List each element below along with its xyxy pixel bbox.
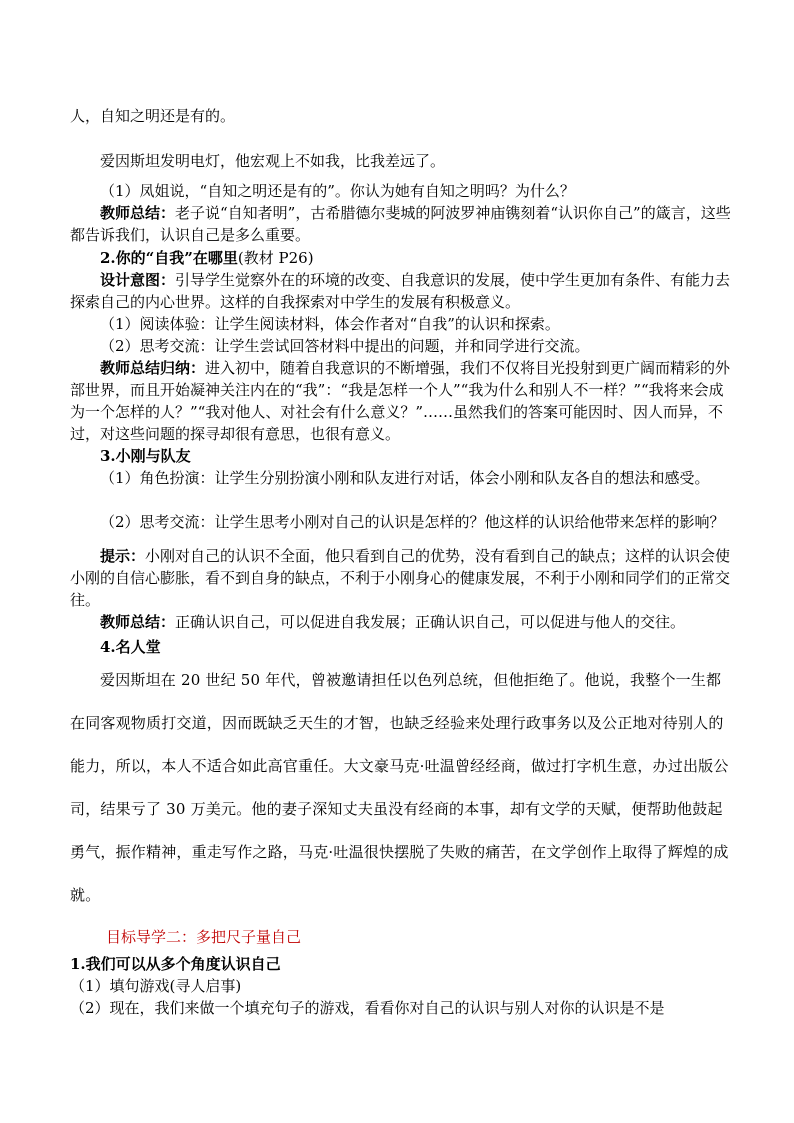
section-3-item-2: （2）思考交流：让学生思考小刚对自己的认识是怎样的？他这样的认识给他带来怎样的影响？ xyxy=(100,513,725,531)
design-intent xyxy=(70,269,736,313)
section-3-title: 3.小刚与队友 xyxy=(100,447,191,465)
section-3-item-1: （1）角色扮演：让学生分别扮演小刚和队友进行对话，体会小刚和队友各自的想法和感受。 xyxy=(100,469,710,487)
section-2-title: 2.你的“自我”在哪里 xyxy=(100,249,238,267)
paragraph-einstein-quote: 爱因斯坦发明电灯，他宏观上不如我，比我差远了。 xyxy=(100,152,446,170)
teacher-summary-3 xyxy=(70,611,736,633)
summary-label: 教师总结归纳： xyxy=(100,359,206,377)
summary-text: 老子说“自知者明”，古希腊德尔斐城的阿波罗神庙镌刻着“认识你自己”的箴言，这些都告诉我们，认识自己是多么重要。 xyxy=(70,204,731,244)
section-3-heading xyxy=(70,445,736,467)
summary-label: 教师总结： xyxy=(100,613,176,631)
hint xyxy=(70,545,736,611)
summary-label: 教师总结： xyxy=(100,204,176,222)
goal-2-item-2: （2）现在，我们来做一个填充句子的游戏，看看你对自己的认识与别人对你的认识是不是 xyxy=(70,999,665,1017)
goal-2-subtitle: 1.我们可以从多个角度认识自己 xyxy=(70,955,281,973)
hint-label: 提示： xyxy=(100,547,146,565)
goal-2-subheading xyxy=(70,953,736,975)
section-4-heading xyxy=(70,636,736,658)
section-2-item-1: （1）阅读体验：让学生阅读材料，体会作者对“自我”的认识和探索。 xyxy=(100,315,560,333)
goal-2-title: 目标导学二：多把尺子量自己 xyxy=(106,928,302,946)
hint-text: 小刚对自己的认识不全面，他只看到自己的优势，没有看到自己的缺点；这样的认识会使小刚的自信心膨胀，看不到自身的缺点，不利于小刚身心的健康发展，不利于小刚和同学们的正常交往。 xyxy=(70,547,731,609)
section-2-heading xyxy=(70,247,736,269)
section-2-reference: (教材 P26) xyxy=(237,249,314,267)
celebrity-paragraph: 爱因斯坦在 20 世纪 50 年代，曾被邀请担任以色列总统，但他拒绝了。他说，我整个一生都在同客观物质打交道，因而既缺乏天生的才智，也缺乏经验来处理行政事务以及公正地对待别人的能力，所以，本人不适合如此高官重任。大文豪马克·吐温曾经经商，做过打字机生意，办过出版公司，结果亏了 30 万美元。他的妻子深知丈夫虽没有经商的本事，却有文学的天赋，便帮助他鼓起勇气，振作精神，重走写作之路，马克·吐温很快摆脱了失败的痛苦，在文学创作上取得了辉煌的成就。 xyxy=(70,671,729,904)
teacher-summary-1 xyxy=(70,202,736,246)
question-1: （1）凤姐说，“自知之明还是有的”。你认为她有自知之明吗？为什么？ xyxy=(100,182,575,200)
summary-text: 进入初中，随着自我意识的不断增强，我们不仅将目光投射到更广阔而精彩的外部世界，而且开始凝神关注内在的“我”：“我是怎样一个人”“我为什么和别人不一样？”“我将来会成为一个怎样的人？”“我对他人、对社会有什么意义？”……虽然我们的答案可能因时、因人而异，不过，对这些问题的探寻却很有意思，也很有意义。 xyxy=(70,359,731,443)
section-2-item-2: （2）思考交流：让学生尝试回答材料中提出的问题，并和同学进行交流。 xyxy=(100,337,590,355)
teacher-summary-2 xyxy=(70,357,736,445)
design-text: 引导学生觉察外在的环境的改变、自我意识的发展，使中学生更加有条件、有能力去探索自己的内心世界。这样的自我探索对中学生的发展有积极意义。 xyxy=(70,271,731,311)
goal-2-item-1: （1）填句游戏(寻人启事) xyxy=(70,977,242,995)
paragraph-intro-end: 人，自知之明还是有的。 xyxy=(70,107,236,125)
design-label: 设计意图： xyxy=(100,271,176,289)
section-4-title: 4.名人堂 xyxy=(100,638,161,656)
goal-2-heading xyxy=(70,926,736,948)
summary-text: 正确认识自己，可以促进自我发展；正确认识自己，可以促进与他人的交往。 xyxy=(175,613,686,631)
